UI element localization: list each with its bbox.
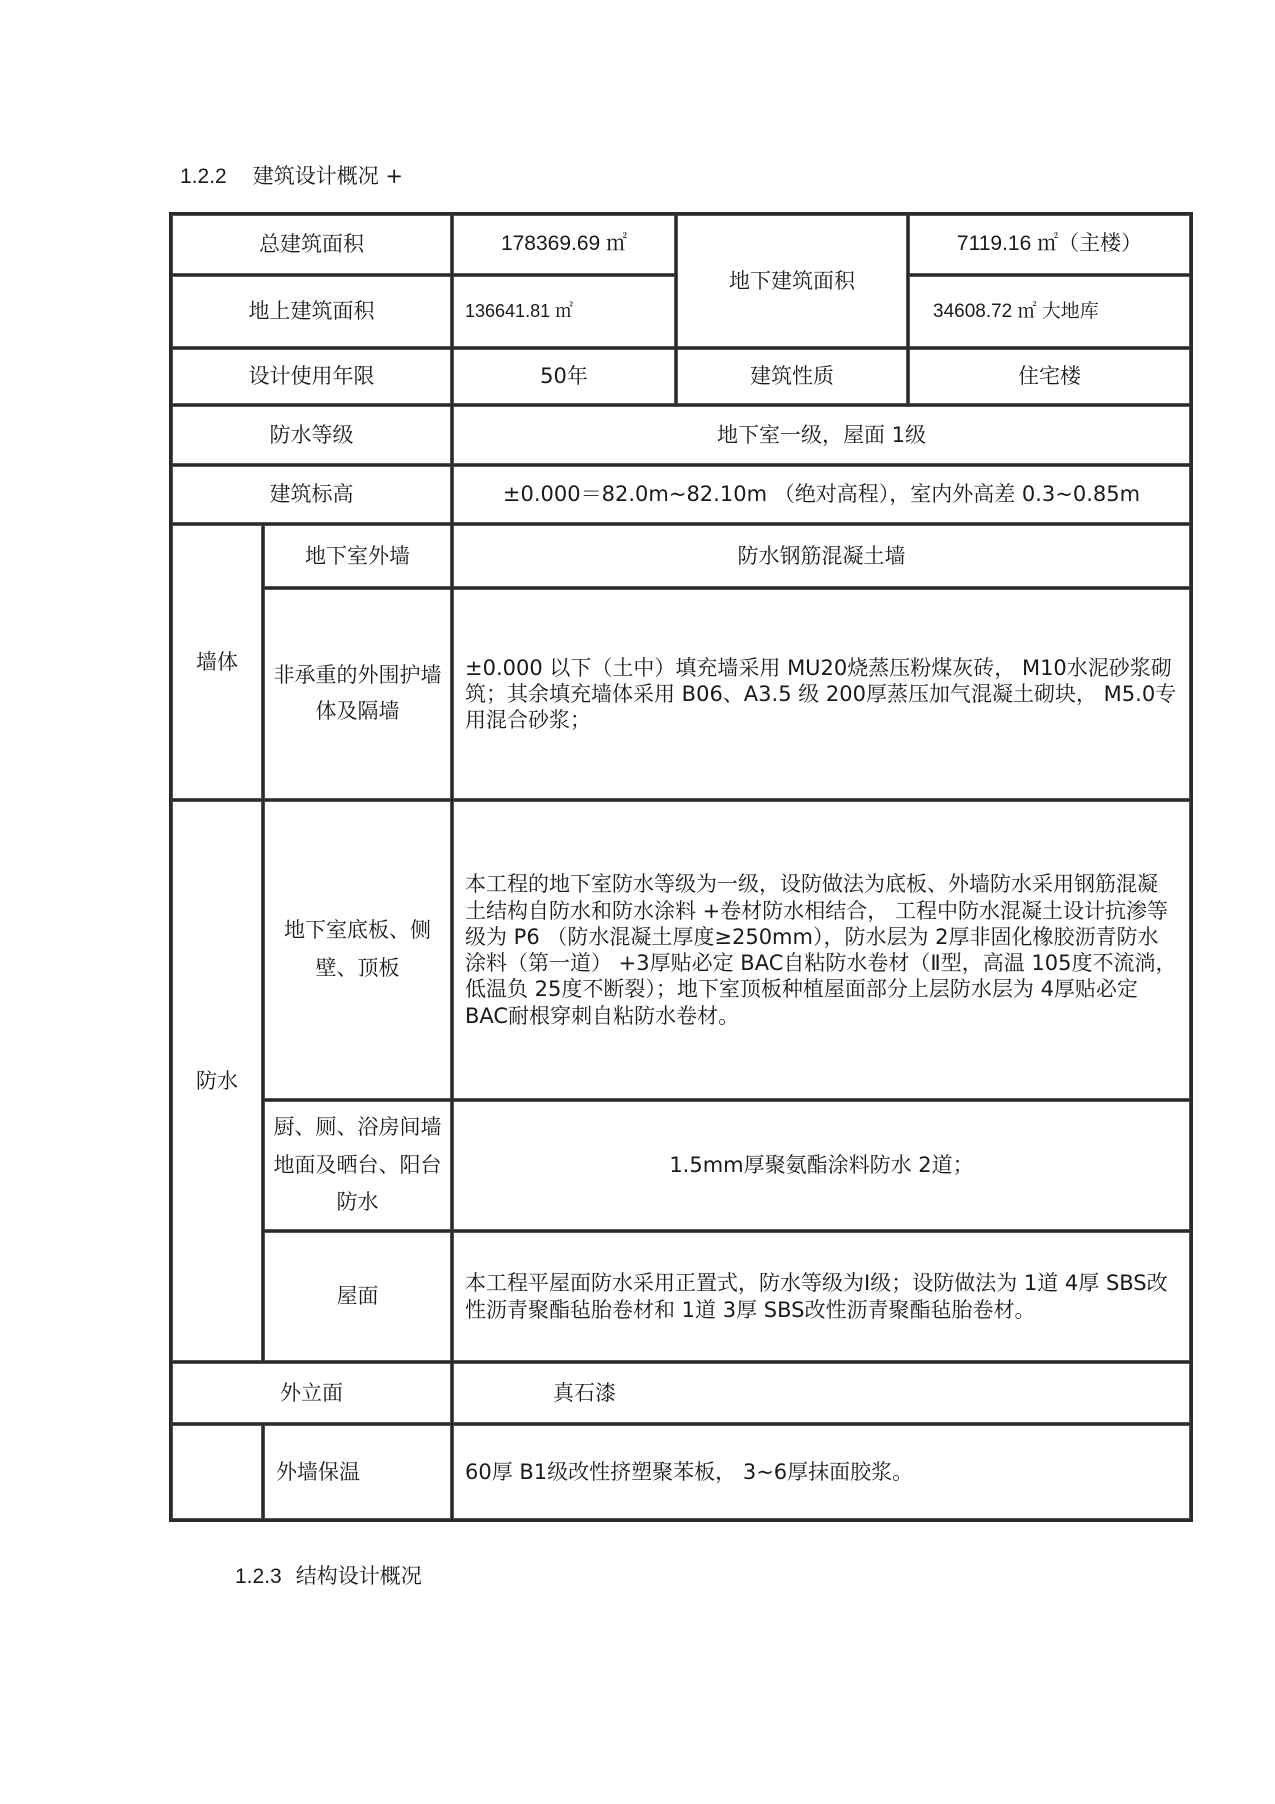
table-row — [171, 1362, 1191, 1424]
roof-waterproof-value: 本工程平屋面防水采用正置式，防水等级为Ⅰ级；设防做法为 1道 4厚 SBS改性沥青聚酯毡胎卷材和 1道 3厚 SBS改性沥青聚酯毡胎卷材。 — [452, 1231, 1191, 1362]
life-value: 50年 — [452, 348, 676, 405]
waterproof-grade-value: 地下室一级，屋面 1级 — [452, 405, 1191, 465]
architecture-spec-table — [169, 212, 1193, 1522]
table-row — [171, 1100, 1191, 1231]
section-number: 1.2.2 — [180, 165, 227, 188]
non-bearing-wall-label: 非承重的外围护墙体及隔墙 — [263, 588, 452, 800]
kitchen-waterproof-label: 厨、厕、浴房间墙地面及晒台、阳台防水 — [263, 1100, 452, 1231]
under-area-main-value: 7119.16 ㎡（主楼） — [908, 214, 1191, 275]
elevation-label: 建筑标高 — [171, 465, 452, 524]
basement-waterproof-value: 本工程的地下室防水等级为一级，设防做法为底板、外墙防水采用钢筋混凝土结构自防水和防水涂料 +卷材防水相结合， 工程中防水混凝土设计抗渗等级为 P6 （防水混凝土厚度≥250mm），防水层为 2厚非固化橡胶沥青防水涂料（第一道） +3厚贴必定 BAC自粘防水卷材（Ⅱ型，高温 105度不流淌，低温负 25度不断裂）；地下室顶板种植屋面部分上层防水层为 4厚贴必定 BAC耐根穿刺自粘防水卷材。 — [452, 800, 1191, 1100]
basement-wall-value: 防水钢筋混凝土墙 — [452, 524, 1191, 588]
table-row — [171, 1231, 1191, 1362]
roof-waterproof-label: 屋面 — [263, 1231, 452, 1362]
basement-waterproof-label: 地下室底板、侧壁、顶板 — [263, 800, 452, 1100]
facade-label: 外立面 — [171, 1362, 452, 1424]
elevation-value: ±0.000＝82.0m~82.10m （绝对高程），室内外高差 0.3~0.85m — [452, 465, 1191, 524]
table-row — [171, 465, 1191, 524]
insulation-value: 60厚 B1级改性挤塑聚苯板， 3~6厚抹面胶浆。 — [452, 1424, 1191, 1520]
total-area-value: 178369.69 ㎡ — [452, 214, 676, 275]
basement-wall-label: 地下室外墙 — [263, 524, 452, 588]
section-title: 结构设计概况 — [295, 1564, 422, 1588]
life-label: 设计使用年限 — [171, 348, 452, 405]
section-number: 1.2.3 — [235, 1565, 282, 1588]
section-heading-architecture — [180, 160, 403, 190]
table-row — [171, 524, 1191, 588]
section-title: 建筑设计概况 + — [252, 164, 403, 188]
nature-value: 住宅楼 — [908, 348, 1191, 405]
facade-value: 真石漆 — [452, 1362, 1191, 1424]
table-row — [171, 800, 1191, 1100]
table-row — [171, 405, 1191, 465]
table-row — [171, 1424, 1191, 1520]
under-area-label: 地下建筑面积 — [676, 214, 908, 348]
above-area-value: 136641.81 ㎡ — [452, 275, 676, 348]
table-row — [171, 588, 1191, 800]
kitchen-waterproof-value: 1.5mm厚聚氨酯涂料防水 2道； — [452, 1100, 1191, 1231]
insulation-label: 外墙保温 — [263, 1424, 452, 1520]
nature-label: 建筑性质 — [676, 348, 908, 405]
non-bearing-wall-value: ±0.000 以下（土中）填充墙采用 MU20烧蒸压粉煤灰砖， M10水泥砂浆砌筑；其余填充墙体采用 B06、A3.5 级 200厚蒸压加气混凝土砌块， M5.0专用混合砂浆； — [452, 588, 1191, 800]
waterproof-group-label: 防水 — [171, 800, 263, 1362]
above-area-label: 地上建筑面积 — [171, 275, 452, 348]
total-area-label: 总建筑面积 — [171, 214, 452, 275]
table-row — [171, 214, 1191, 275]
empty-cell — [171, 1424, 263, 1520]
under-area-garage-value: 34608.72 ㎡ 大地库 — [908, 275, 1191, 348]
section-heading-structure — [235, 1560, 422, 1590]
waterproof-grade-label: 防水等级 — [171, 405, 452, 465]
wall-group-label: 墙体 — [171, 524, 263, 800]
table-row — [171, 348, 1191, 405]
